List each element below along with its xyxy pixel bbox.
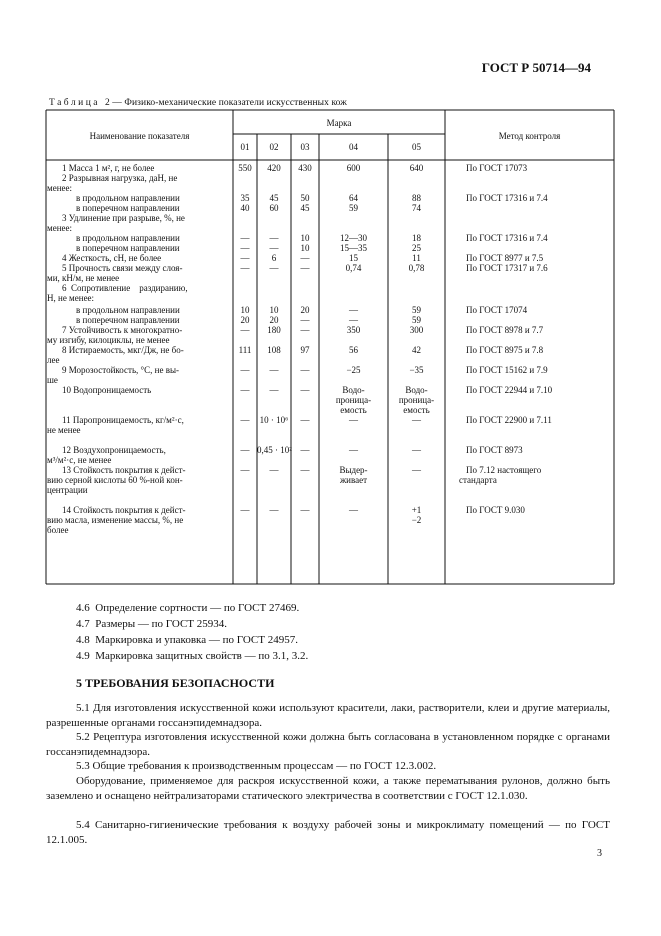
row-indicator-name: в поперечном направлении [76, 203, 180, 213]
row-indicator-name: менее: [47, 182, 72, 193]
row-value: 10 [269, 305, 279, 315]
row-indicator-name: 11 Паропроницаемость, кг/м²·с, [62, 415, 184, 425]
row-value: — [240, 445, 250, 455]
row-indicator-name: 2 Разрывная нагрузка, даН, не [62, 173, 178, 183]
row-value: — [412, 445, 421, 455]
row-value: — [412, 415, 421, 425]
row-method: По ГОСТ 15162 и 7.9 [466, 365, 548, 375]
row-value: — [240, 233, 250, 243]
row-indicator-name: му изгибу, килоциклы, не менее [47, 334, 170, 345]
row-value: Выдер- [339, 465, 368, 475]
row-indicator-name: в продольном направлении [76, 233, 180, 243]
row-value: 88 [412, 193, 421, 203]
row-indicator-name: в продольном направлении [76, 193, 180, 203]
row-indicator-name: м³/м²·с, не менее [47, 454, 112, 465]
list-item: 4.6 Определение сортности — по ГОСТ 27469. [76, 602, 300, 614]
row-value: −25 [346, 365, 361, 375]
row-value: 59 [349, 203, 358, 213]
table-caption-label: Таблица [49, 98, 101, 108]
row-indicator-name: менее: [47, 222, 72, 233]
row-indicator-name: 1 Масса 1 м², г, не более [62, 163, 155, 173]
row-value: 18 [412, 233, 421, 243]
row-value: — [300, 505, 310, 515]
section-title: 5 ТРЕБОВАНИЯ БЕЗОПАСНОСТИ [76, 676, 275, 690]
row-indicator-name: 7 Устойчивость к многократно- [62, 325, 183, 335]
row-value: — [240, 505, 250, 515]
row-value: — [269, 385, 279, 395]
row-indicator-name: 5 Прочность связи между слоя- [62, 263, 183, 273]
row-value: 550 [238, 163, 252, 173]
row-value: — [240, 243, 250, 253]
list-item: 4.9 Маркировка защитных свойств — по 3.1, 3.2. [76, 650, 309, 662]
row-value: 10 [300, 243, 310, 253]
row-value: 12—30 [340, 233, 367, 243]
paragraph-5-3-equipment: Оборудование, применяемое для раскроя искусственной кожи, а также перематывания рулонов, должно быть заземлено и оснащено нейтрализаторами статического электричества в соответствии с ГОСТ 12.1.030. [46, 775, 610, 802]
row-method: По ГОСТ 17316 и 7.4 [466, 193, 548, 203]
row-indicator-name: в поперечном направлении [76, 315, 180, 325]
row-value: 10 [300, 233, 310, 243]
row-value: — [269, 365, 279, 375]
row-value: +1 [411, 505, 422, 515]
page-number: 3 [597, 848, 602, 859]
paragraph-5-4: 5.4 Санитарно-гигиенические требования к воздуху рабочей зоны и микроклимату помещений — по ГОСТ 12.1.005. [46, 819, 610, 846]
row-value: — [300, 263, 310, 273]
row-indicator-name: в поперечном направлении [76, 243, 180, 253]
row-indicator-name: не менее [47, 424, 81, 435]
row-value: — [269, 263, 279, 273]
row-indicator-name: центрации [47, 484, 88, 495]
row-value: −2 [411, 514, 422, 525]
list-item: 4.8 Маркировка и упаковка — по ГОСТ 24957. [76, 634, 298, 646]
row-value: 0,74 [345, 263, 362, 273]
row-value: — [269, 233, 279, 243]
row-value: 45 [300, 203, 310, 213]
header-brand: Марка [326, 118, 352, 128]
row-value: 420 [267, 163, 281, 173]
row-value: 45 [269, 193, 279, 203]
row-value: — [349, 415, 358, 425]
row-value: 59 [412, 315, 421, 325]
row-value: — [269, 465, 279, 475]
row-value: 15—35 [340, 243, 367, 253]
row-value: 20 [240, 315, 250, 325]
row-value: — [349, 505, 358, 515]
row-method: По ГОСТ 8973 [466, 445, 523, 455]
row-indicator-name: 9 Морозостойкость, °С, не вы- [62, 365, 180, 375]
properties-table [46, 110, 614, 584]
row-value: — [240, 465, 250, 475]
row-value: 42 [412, 345, 421, 355]
row-value: 35 [240, 193, 250, 203]
row-value: 430 [298, 163, 312, 173]
header-brand-code: 01 [240, 142, 250, 152]
row-value: живает [339, 474, 368, 485]
row-value: проница- [335, 394, 372, 405]
row-indicator-name: 6 Сопротивление раздиранию, [62, 283, 188, 293]
row-value: — [240, 365, 250, 375]
row-value: 0,45 · 10² [257, 445, 292, 455]
row-value: проница- [398, 394, 435, 405]
row-value: 600 [346, 163, 361, 173]
row-indicator-name: 10 Водопроницаемость [62, 385, 152, 395]
row-value: 59 [412, 305, 421, 315]
row-value: 50 [300, 193, 310, 203]
row-value: 74 [412, 203, 421, 213]
row-value: — [300, 465, 310, 475]
row-indicator-name: вию масла, изменение массы, %, не [47, 514, 184, 525]
row-value: — [300, 325, 310, 335]
row-value: 108 [267, 345, 281, 355]
row-indicator-name: 8 Истираемость, мкг/Дж, не бо- [62, 345, 184, 355]
header-indicator: Наименование показателя [89, 131, 190, 141]
paragraph-5-3: 5.3 Общие требования к производственным процессам — по ГОСТ 12.3.002. [76, 760, 437, 772]
row-value: — [349, 445, 358, 455]
row-value: — [412, 465, 421, 475]
row-value: емость [403, 404, 430, 415]
row-value: — [300, 253, 310, 263]
table-caption [49, 98, 347, 108]
row-value: — [240, 415, 250, 425]
row-value: 15 [349, 253, 358, 263]
row-indicator-name: ше [47, 374, 58, 385]
row-indicator-name: 4 Жесткость, сН, не более [62, 253, 162, 263]
row-value: — [349, 315, 358, 325]
row-indicator-name: вию серной кислоты 60 %-ной кон- [47, 474, 183, 485]
header-brand-code: 04 [349, 142, 358, 152]
row-indicator-name: ми, кН/м, не менее [47, 272, 120, 283]
row-value: 25 [412, 243, 421, 253]
row-value: 300 [409, 325, 424, 335]
row-value: — [300, 445, 310, 455]
row-value: Водо- [405, 385, 428, 395]
row-value: 6 [271, 253, 277, 263]
row-value: 111 [238, 345, 252, 355]
row-indicator-name: более [47, 524, 69, 535]
row-value: 60 [269, 203, 279, 213]
row-value: — [240, 263, 250, 273]
document-header: ГОСТ Р 50714—94 [481, 60, 591, 75]
row-value: 40 [240, 203, 250, 213]
paragraph-5-2: 5.2 Рецептура изготовления искусственной кожи должна быть согласована в установленном порядке с органами госсанэпидемнадзора. [46, 731, 610, 758]
row-value: — [300, 315, 310, 325]
paragraph-5-1: 5.1 Для изготовления искусственной кожи используют красители, лаки, растворители, клеи и другие материалы, разрешенные органами госсанэпидемнадзора. [46, 702, 610, 729]
row-method: По ГОСТ 8977 и 7.5 [466, 253, 544, 263]
row-indicator-name: Н, не менее: [47, 292, 95, 303]
row-method: По ГОСТ 8978 и 7.7 [466, 325, 544, 335]
row-method: По ГОСТ 17073 [466, 163, 528, 173]
row-value: 56 [349, 345, 358, 355]
row-value: 20 [300, 305, 310, 315]
row-indicator-name: 13 Стойкость покрытия к дейст- [62, 465, 186, 475]
row-method: По 7.12 настоящего [466, 465, 542, 475]
list-item: 4.7 Размеры — по ГОСТ 25934. [76, 618, 228, 630]
row-value: 11 [412, 253, 421, 263]
row-indicator-name: 12 Воздухопроницаемость, [62, 445, 166, 455]
row-value: 64 [349, 193, 358, 203]
row-value: Водо- [342, 385, 365, 395]
row-method: стандарта [459, 474, 497, 485]
row-value: — [300, 415, 310, 425]
row-indicator-name: лее [47, 354, 60, 365]
row-value: емость [340, 404, 367, 415]
row-indicator-name: в продольном направлении [76, 305, 180, 315]
header-brand-code: 03 [300, 142, 310, 152]
row-value: — [300, 385, 310, 395]
row-method: По ГОСТ 17074 [466, 305, 528, 315]
row-method: По ГОСТ 9.030 [466, 505, 525, 515]
row-indicator-name: 3 Удлинение при разрыве, %, не [62, 213, 185, 223]
table-caption-text: 2 — Физико-механические показатели искусственных кож [104, 98, 347, 108]
row-value: — [240, 385, 250, 395]
row-method: По ГОСТ 17316 и 7.4 [466, 233, 548, 243]
row-method: По ГОСТ 8975 и 7.8 [466, 345, 544, 355]
row-value: 10 · 10⁶ [259, 415, 289, 425]
row-value: — [300, 365, 310, 375]
header-brand-code: 05 [412, 142, 421, 152]
row-method: По ГОСТ 22900 и 7.11 [466, 415, 552, 425]
row-value: — [269, 505, 279, 515]
row-value: 97 [300, 345, 310, 355]
row-value: 20 [269, 315, 279, 325]
row-value: 10 [240, 305, 250, 315]
row-value: 0,78 [408, 263, 425, 273]
row-method: По ГОСТ 22944 и 7.10 [466, 385, 553, 395]
row-value: −35 [409, 365, 424, 375]
row-value: 640 [409, 163, 424, 173]
row-value: — [269, 243, 279, 253]
row-value: — [240, 253, 250, 263]
row-method: По ГОСТ 17317 и 7.6 [466, 263, 548, 273]
row-value: 180 [267, 325, 281, 335]
row-value: 350 [346, 325, 361, 335]
header-method: Метод контроля [498, 131, 561, 141]
row-value: — [349, 305, 358, 315]
row-indicator-name: 14 Стойкость покрытия к дейст- [62, 505, 186, 515]
header-brand-code: 02 [269, 142, 279, 152]
row-value: — [240, 325, 250, 335]
